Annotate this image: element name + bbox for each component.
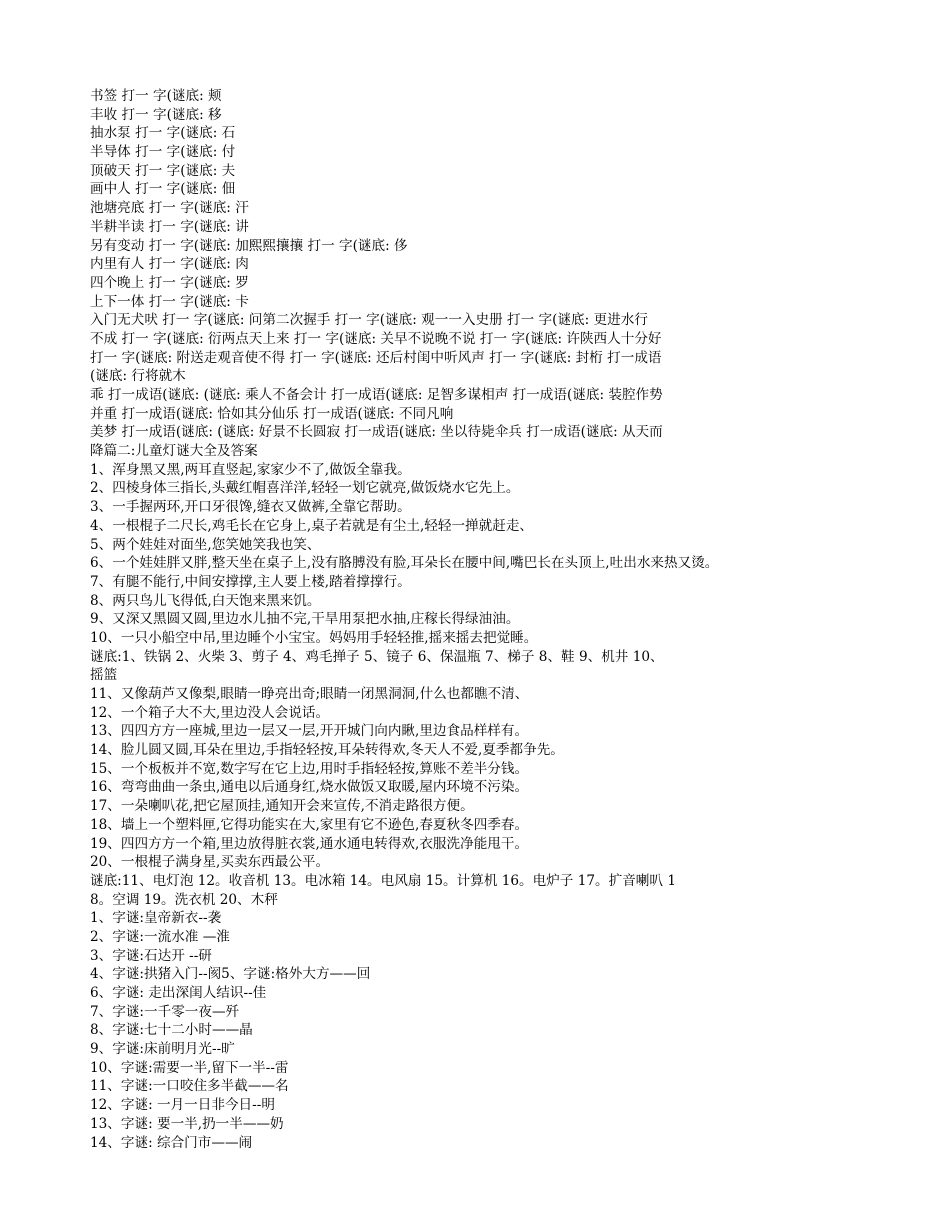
riddle-item: 5、两个娃娃对面坐,您笑她笑我也笑、 [90, 536, 321, 553]
riddle-item: 9、又深又黑圆又圆,里边水儿抽不完,干旱用泵把水抽,庄稼长得绿油油。 [90, 611, 520, 628]
text-line: 四个晚上 打一 字(谜底: 罗 [90, 274, 249, 291]
text-line: (谜底: 行将就木 [90, 368, 186, 385]
text-line: 并重 打一成语(谜底: 恰如其分仙乐 打一成语(谜底: 不同凡响 [90, 405, 454, 422]
word-riddle: 11、字谜:一口咬住多半截——名 [90, 1078, 289, 1095]
answer-line: 谜底:1、铁锅 2、火柴 3、剪子 4、鸡毛掸子 5、镜子 6、保温瓶 7、梯子 8、鞋 9、机井 10、 [90, 648, 664, 665]
text-line: 顶破天 打一 字(谜底: 夫 [90, 162, 236, 179]
answer-line: 摇篮 [90, 667, 118, 684]
word-riddle: 10、字谜:需要一半,留下一半--雷 [90, 1059, 289, 1076]
word-riddle: 7、字谜:一千零一夜—歼 [90, 1003, 240, 1020]
text-line: 丰收 打一 字(谜底: 移 [90, 106, 222, 123]
text-line: 池塘亮底 打一 字(谜底: 汗 [90, 200, 249, 217]
riddle-item: 14、脸儿圆又圆,耳朵在里边,手指轻轻按,耳朵转得欢,冬天人不爱,夏季都争先。 [90, 742, 564, 759]
riddle-item: 6、一个娃娃胖又胖,整天坐在桌子上,没有胳膊没有脸,耳朵长在腰中间,嘴巴长在头顶上,吐出水来热又烫。 [90, 555, 719, 572]
word-riddle: 3、字谜:石达开 --研 [90, 947, 212, 964]
word-riddle: 1、字谜:皇帝新衣--袭 [90, 910, 222, 927]
word-riddle: 14、字谜: 综合门市——闹 [90, 1134, 253, 1151]
riddle-item: 19、四四方方一个箱,里边放得脏衣裳,通水通电转得欢,衣服洗净能甩干。 [90, 835, 529, 852]
word-riddle: 13、字谜: 要一半,扔一半——奶 [90, 1115, 284, 1132]
text-line: 乖 打一成语(谜底: (谜底: 乘人不备会计 打一成语(谜底: 足智多谋相声 打一成语(谜底: 装腔作势 [90, 387, 663, 403]
text-line: 内里有人 打一 字(谜底: 肉 [90, 256, 249, 273]
text-line: 抽水泵 打一 字(谜底: 石 [90, 125, 236, 142]
riddle-item: 20、一根棍子满身星,买卖东西最公平。 [90, 854, 330, 871]
word-riddle: 9、字谜:床前明月光--旷 [90, 1041, 235, 1058]
riddle-item: 2、四棱身体三指长,头戴红帽喜洋洋,轻轻一划它就亮,做饭烧水它先上。 [90, 480, 520, 497]
riddle-item: 11、又像葫芦又像梨,眼睛一睁亮出奇;眼睛一闭黑洞洞,什么也都瞧不清、 [90, 686, 529, 702]
answer-line: 谜底:11、电灯泡 12。收音机 13。电冰箱 14。电风扇 15。计算机 16。电炉子 17。扩音喇叭 1 [90, 872, 676, 889]
riddle-item: 16、弯弯曲曲一条虫,通电以后通身红,烧水做饭又取暖,屋内环境不污染。 [90, 779, 529, 796]
riddle-item: 8、两只鸟儿飞得低,白天饱来黑来饥。 [90, 592, 321, 609]
riddle-item: 17、一朵喇叭花,把它屋顶挂,通知开会来宣传,不消走路很方便。 [90, 798, 474, 815]
text-line: 入门无犬吠 打一 字(谜底: 问第二次握手 打一 字(谜底: 观一一入史册 打一 字(谜底: 更进水行 [90, 312, 648, 329]
text-line: 半导体 打一 字(谜底: 付 [90, 144, 236, 161]
text-line: 不成 打一 字(谜底: 衍两点天上来 打一 字(谜底: 关早不说晚不说 打一 字(谜底: 许陕西人十分好 [90, 330, 662, 347]
section-heading: 降篇二:儿童灯谜大全及答案 [90, 443, 258, 460]
text-line: 上下一体 打一 字(谜底: 卡 [90, 293, 249, 310]
riddle-item: 13、四四方方一座城,里边一层又一层,开开城门向内瞅,里边食品样样有。 [90, 723, 529, 740]
riddle-item: 18、墙上一个塑料匣,它得功能实在大,家里有它不逊色,春夏秋冬四季春。 [90, 816, 529, 833]
word-riddle: 4、字谜:拱猪入门--阂5、字谜:格外大方——回 [90, 966, 371, 983]
text-line: 书签 打一 字(谜底: 颊 [90, 88, 222, 104]
riddle-item: 15、一个板板并不宽,数字写在它上边,用时手指轻轻按,算账不差半分钱。 [90, 760, 529, 777]
document-page [90, 87, 860, 1152]
answer-line: 8。空调 19。洗衣机 20、木秤 [90, 891, 278, 908]
riddle-item: 10、一只小船空中吊,里边睡个小宝宝。妈妈用手轻轻推,摇来摇去把觉睡。 [90, 629, 538, 646]
word-riddle: 12、字谜: 一月一日非今日--明 [90, 1097, 275, 1114]
word-riddle: 8、字谜:七十二小时——晶 [90, 1022, 253, 1039]
text-line: 半耕半读 打一 字(谜底: 讲 [90, 218, 249, 235]
riddle-item: 4、一根棍子二尺长,鸡毛长在它身上,桌子若就是有尘土,轻轻一掸就赶走、 [90, 517, 534, 534]
riddle-item: 1、浑身黑又黑,两耳直竖起,家家少不了,做饭全靠我。 [90, 461, 411, 478]
text-line: 另有变动 打一 字(谜底: 加熙熙攘攘 打一 字(谜底: 侈 [90, 237, 408, 254]
riddle-item: 12、一个箱子大不大,里边没人会说话。 [90, 704, 330, 721]
text-line: 画中人 打一 字(谜底: 佃 [90, 181, 236, 198]
text-line: 美梦 打一成语(谜底: (谜底: 好景不长圆寂 打一成语(谜底: 坐以待毙伞兵 打一成语(谜底: 从天而 [90, 424, 663, 441]
word-riddle: 2、字谜:一流水准 —淮 [90, 928, 230, 945]
riddle-item: 7、有腿不能行,中间安撑撑,主人要上楼,踏着撑撑行。 [90, 573, 411, 590]
text-line: 打一 字(谜底: 附送走观音使不得 打一 字(谜底: 还后村闺中听风声 打一 字(谜底: 封桁 打一成语 [90, 349, 662, 366]
riddle-item: 3、一手握两环,开口牙很馋,缝衣又做裤,全靠它帮助。 [90, 499, 411, 516]
word-riddle: 6、字谜: 走出深闺人结识--佳 [90, 985, 267, 1001]
